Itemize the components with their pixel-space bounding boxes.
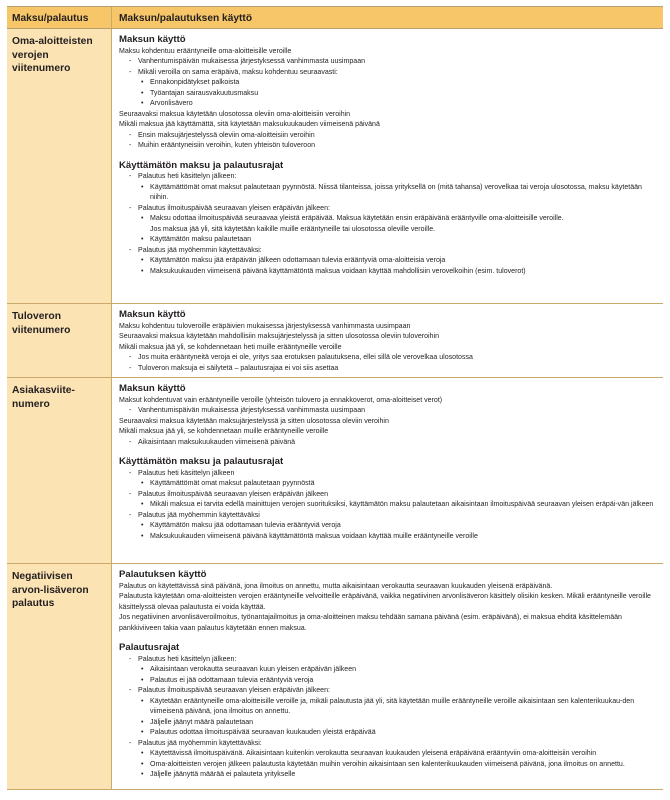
table-row	[7, 29, 663, 304]
section-heading: Käyttämätön maksu ja palautusrajat	[119, 456, 284, 467]
list-item: - Palautus heti käsittelyn jälkeen:	[129, 655, 237, 663]
list-item: • Käytetään erääntyneille oma-aloitteisille veroille ja, mikäli palautusta jää yli, sitä käytetään muille erääntyneille veroille aikaisintaan sen kalenterikuukau-den viimeisenä päivänä, jona ilmoitus on annettu.	[141, 697, 635, 715]
list-item: • Jäljelle jäänyt määrä palautetaan	[141, 718, 254, 726]
section-heading: Käyttämätön maksu ja palautusrajat	[119, 159, 284, 171]
table-row	[7, 378, 663, 564]
list-item: • Työantajan sairausvakuutusmaksu	[141, 89, 259, 97]
text-line: Seuraavaksi maksua käytetään maksujärjestelyssä ja sitten ulosotossa oleviin veroihin	[119, 417, 389, 425]
list-item: • Aikaisintaan verokautta seuraavan kuun yleisen eräpäivän jälkeen	[141, 666, 357, 673]
list-item: • Jäljelle jäänyttä määrää ei palauteta yritykselle	[141, 771, 296, 778]
list-item: - Vanhentumispäivän mukaisessa järjestyksessä vanhimmasta uusimpaan	[129, 407, 366, 414]
row-label: Negatiivisen arvon-lisäveron palautus	[7, 564, 112, 789]
list-item: - Muihin erääntyneisiin veroihin, kuten yhteisön tuloveroon	[129, 142, 316, 149]
text-line: Maksu kohdentuu erääntyneille oma-aloitteisille veroille	[119, 47, 292, 55]
list-item: • Käyttämätön maksu jää odottamaan tulevia erääntyviä veroja	[141, 522, 341, 529]
list-item: • Maksukuukauden viimeisenä päivänä käyttämätöntä maksua voidaan käyttää mahdollisiin verovelkoihin (esim. tuloverot)	[141, 267, 526, 275]
list-item: • Maksu odottaa ilmoituspäivää seuraavaa yleistä eräpäivää. Maksua käytetään ensin eräpäivänä erääntyville oma-aloitteisille veroille.	[141, 215, 564, 222]
list-item: - Palautus heti käsittelyn jälkeen:	[129, 173, 237, 180]
list-item: - Palautus heti käsittelyn jälkeen	[129, 469, 235, 477]
list-item: - Palautus jää myöhemmin käytettäväksi:	[129, 246, 262, 254]
table-row	[7, 564, 663, 790]
list-item: • Käyttämättömät omat maksut palautetaan pyynnöstä	[141, 480, 315, 487]
list-item: - Mikäli veroilla on sama eräpäivä, maksu kohdentuu seuraavasti:	[129, 68, 338, 76]
list-item: - Vanhentumispäivän mukaisessa järjestyksessä vanhimmasta uusimpaan	[129, 58, 366, 65]
section-heading: Palautusrajat	[119, 642, 180, 653]
text-line: Mikäli maksua jää käyttämättä, sitä käytetään maksukuukauden viimeisenä päivänä	[119, 121, 380, 128]
table-row	[7, 304, 663, 378]
list-item: - Palautus ilmoituspäivää seuraavan yleisen eräpäivän jälkeen:	[129, 687, 330, 694]
list-item: - Ensin maksujärjestelyssä oleviin oma-aloitteisiin veroihin	[129, 131, 315, 139]
list-item: • Ennakonpidätykset palkoista	[141, 79, 240, 86]
list-item: - Palautus jää myöhemmin käytettäväksi	[129, 511, 260, 519]
header-payment-type: Maksu/palautus	[7, 7, 112, 28]
text-line: Mikäli maksua jää yli, se kohdennetaan muille erääntyneille veroille	[119, 428, 329, 435]
section-heading: Maksun käyttö	[119, 383, 186, 394]
list-item: - Aikaisintaan maksukuukauden viimeisenä päivänä	[129, 438, 296, 446]
list-item: • Oma-aloitteisten verojen jälkeen palautusta käytetään muihin veroihin aikaisintaan sen kalenterikuukauden viimeisenä päivänä, jona ilmoitus on annettu.	[141, 760, 625, 768]
text-line: Seuraavaksi maksua käytetään ulosotossa oleviin oma-aloitteisiin veroihin	[119, 110, 351, 118]
row-label: Tuloveron viitenumero	[7, 304, 112, 377]
text-line: Seuraavaksi maksua käytetään mahdollisiin maksujärjestelyssä ja sitten ulosotossa oleviin tuloveroihin	[119, 333, 440, 340]
list-item: • Palautus odottaa ilmoituspäivää seuraavan kuukauden yleistä eräpäivää	[141, 729, 376, 736]
tax-payment-table	[7, 6, 663, 792]
text-line: Palautus on käytettävissä sinä päivänä, jona ilmoitus on annettu, mutta aikaisintaan verokautta seuraavan kuukauden yleisenä eräpäivänä.	[119, 582, 553, 590]
list-item: • Maksukuukauden viimeisenä päivänä käyttämätöntä maksua voidaan käyttää muille erääntyneille veroille	[141, 532, 478, 540]
list-item: • Käyttämättömät omat maksut palautetaan pyynnöstä. Niissä tilanteissa, joissa yrityksellä on (mitä tahansa) verovelkaa tai veroja ulosotossa, maksu käytetään niihin.	[141, 183, 642, 201]
row-label: Oma-aloitteisten verojen viitenumero	[7, 29, 112, 303]
text-line: Maksu kohdentuu tuloveroille eräpäivien mukaisessa järjestyksessä vanhimmasta uusimpaan	[119, 322, 411, 330]
list-item: • Mikäli maksua ei tarvita edellä mainittujen verojen suorituksiksi, käyttämätön maksu palautetaan aikaisintaan ilmoituspäivää seuraavan yleisen eräpäi-vän jälkeen	[141, 501, 654, 508]
row-content	[112, 378, 663, 563]
row-label: Asiakasviite-numero	[7, 378, 112, 563]
section-heading: Maksun käyttö	[119, 34, 186, 45]
list-item: • Arvonlisävero	[141, 100, 193, 107]
text-line: Jos negatiivinen arvonlisäveroilmoitus, työnantajailmoitus ja oma-aloitteinen maksu tehdään samana päivänä (esim. eräpäivänä), ei maksua ehditä käsittelemään pankkiviiveen takia vaan palautus käytetään ennen maksua.	[119, 614, 622, 632]
list-item: • Käytettävissä ilmoituspäivänä. Aikaisintaan kuitenkin verokautta seuraavan kuukauden yleisenä eräpäivänä erääntyviin oma-aloitteisiin veroihin	[141, 750, 597, 757]
text-line: Mikäli maksua jää yli, se kohdennetaan heti muille erääntyneille veroille	[119, 343, 342, 351]
text-line: Maksut kohdentuvat vain erääntyneille veroille (yhteisön tulovero ja ennakkoverot, oma-aloitteiset verot)	[119, 396, 443, 404]
list-item: - Palautus ilmoituspäivää seuraavan yleisen eräpäivän jälkeen	[129, 490, 328, 498]
list-item: - Tuloveron maksuja ei säilytetä – palautusrajaa ei voi siis asettaa	[129, 364, 339, 372]
section-heading: Palautuksen käyttö	[119, 569, 207, 580]
list-item: • Käyttämätön maksu palautetaan	[141, 236, 252, 243]
row-content	[112, 564, 663, 789]
text-line: Palautusta käytetään oma-aloitteisten verojen erääntyneille velvoitteille eräpäivänä, vaikka negatiivinen arvonlisäveron käsittely olisikin kesken. Mikäli erääntyneille veroille käsittelyssä olevaa palautusta ei voida käyttää.	[119, 593, 651, 611]
table-header	[7, 6, 663, 29]
list-item: • Palautus ei jää odottamaan tulevia erääntyviä veroja	[141, 676, 314, 684]
list-item: - Jos muita erääntyneitä veroja ei ole, yritys saa erotuksen palautuksena, ellei sillä ole verovelkaa ulosotossa	[129, 354, 473, 361]
list-item: - Palautus jää myöhemmin käytettäväksi:	[129, 739, 262, 747]
row-content	[112, 304, 663, 377]
text-line: Jos maksua jää yli, sitä käytetään kaikille muille erääntyneille tai ulosotossa oleville veroille.	[150, 225, 436, 233]
list-item: • Käyttämätön maksu jää eräpäivän jälkeen odottamaan tulevia erääntyviä oma-aloitteisia veroja	[141, 257, 446, 264]
header-payment-usage: Maksun/palautuksen käyttö	[112, 7, 663, 28]
row-content	[112, 29, 663, 303]
section-heading: Maksun käyttö	[119, 309, 186, 320]
list-item: - Palautus ilmoituspäivää seuraavan yleisen eräpäivän jälkeen:	[129, 204, 330, 212]
